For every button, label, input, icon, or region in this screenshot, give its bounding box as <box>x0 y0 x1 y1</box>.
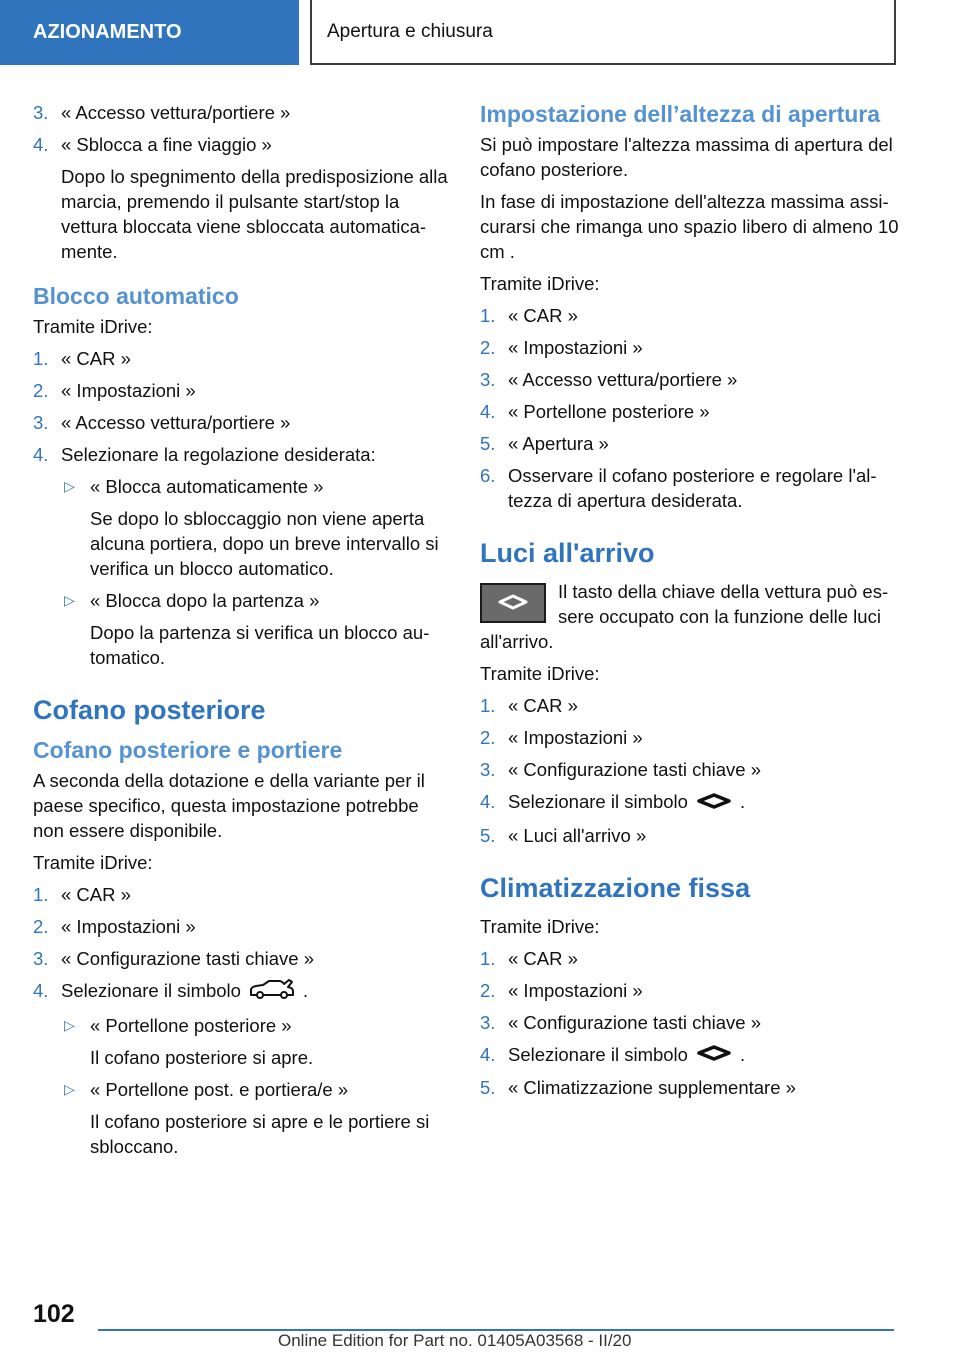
section-heading-altezza: Impostazione dell’altezza di apertura <box>480 101 881 127</box>
paragraph: A seconda della dotazione e della variante per il paese specifico, questa impostazione potrebbe non essere disponibile. <box>33 770 425 841</box>
section-heading-cofano: Cofano posteriore <box>33 695 266 725</box>
sub-note: Il cofano posteriore si apre. <box>90 1047 314 1069</box>
sub-item: ▷ « Portellone posteriore » <box>64 1015 292 1037</box>
section-heading-clima: Climatizzazione fissa <box>480 872 751 903</box>
diamond-key-icon <box>696 1043 732 1068</box>
list-item: 3. « Accesso vettura/portiere » <box>33 102 291 123</box>
list-item: 4. Selezionare la regolazione desiderata: <box>33 444 376 465</box>
car-trunk-icon <box>249 978 295 1006</box>
section-title: AZIONAMENTO <box>33 21 182 43</box>
list-item: 6. Osservare il cofano posteriore e regolare l'al-tezza di apertura desiderata. <box>480 465 877 511</box>
list-note: Dopo lo spegnimento della predisposizione alla marcia, premendo il pulsante start/stop la vettura bloccata viene sbloccata automatica-mente. <box>61 166 448 262</box>
list-item: 5. « Apertura » <box>480 433 609 454</box>
diamond-key-icon <box>498 591 528 616</box>
list-item: 1. « CAR » <box>480 305 578 326</box>
list-item: 3. « Accesso vettura/portiere » <box>480 369 738 390</box>
intro-text: Tramite iDrive: <box>480 915 600 937</box>
list-item: 1. « CAR » <box>480 947 578 969</box>
sub-item: ▷ « Portellone post. e portiera/e » <box>64 1079 349 1101</box>
section-heading-blocco: Blocco automatico <box>33 283 239 309</box>
intro-text: Tramite iDrive: <box>33 316 153 337</box>
list-item: 1. « CAR » <box>33 348 131 369</box>
paragraph: Si può impostare l'altezza massima di apertura del cofano posteriore. <box>480 134 893 180</box>
list-item: 5. « Climatizzazione supplementare » <box>480 1077 796 1099</box>
triangle-bullet-icon: ▷ <box>64 1017 75 1034</box>
chapter-title: Apertura e chiusura <box>327 20 493 42</box>
list-item: 2. « Impostazioni » <box>480 727 643 748</box>
intro-text: Tramite iDrive: <box>480 663 600 684</box>
sub-item: ▷ « Blocca dopo la partenza » <box>64 590 320 611</box>
list-item: 4. Selezionare il simbolo . <box>480 789 900 816</box>
list-item: 2. « Impostazioni » <box>480 337 643 358</box>
subsection-heading-cofano-portiere: Cofano posteriore e portiere <box>33 737 343 763</box>
section-heading-luci: Luci all'arrivo <box>480 538 655 568</box>
left-column <box>33 100 453 1166</box>
list-item: 1. « CAR » <box>480 695 578 716</box>
list-item: 4. Selezionare il simbolo . <box>33 978 453 1006</box>
list-item: 4. « Sblocca a fine viaggio » <box>33 134 272 155</box>
sub-note: Se dopo lo sbloccaggio non viene aperta alcuna portiera, dopo un breve intervallo si verifica un blocco automatico. <box>90 508 439 579</box>
paragraph: In fase di impostazione dell'altezza massima assi-curarsi che rimanga uno spazio libero di almeno 10 cm . <box>480 191 899 262</box>
list-item: 1. « CAR » <box>33 884 131 905</box>
intro-text: Tramite iDrive: <box>33 852 153 873</box>
triangle-bullet-icon: ▷ <box>64 478 75 494</box>
section-tab <box>0 0 299 65</box>
sub-note: Dopo la partenza si verifica un blocco au-tomatico. <box>90 622 430 668</box>
triangle-bullet-icon: ▷ <box>64 1081 75 1098</box>
sub-note: Il cofano posteriore si apre e le portiere si sbloccano. <box>90 1111 430 1158</box>
luci-paragraph: Il tasto della chiave della vettura può es-sere occupato con la funzione delle luci all'arrivo. <box>480 581 889 652</box>
list-item: 4. Selezionare il simbolo . <box>480 1042 900 1069</box>
list-item: 4. « Portellone posteriore » <box>480 401 710 422</box>
list-item: 2. « Impostazioni » <box>480 979 643 1001</box>
intro-text: Tramite iDrive: <box>480 273 600 294</box>
list-item: 3. « Accesso vettura/portiere » <box>33 412 291 433</box>
page-number: 102 <box>33 1300 75 1328</box>
list-item: 3. « Configurazione tasti chiave » <box>480 1011 761 1033</box>
list-item: 2. « Impostazioni » <box>33 916 196 937</box>
list-item: 3. « Configurazione tasti chiave » <box>480 759 761 780</box>
list-item: 2. « Impostazioni » <box>33 380 196 401</box>
list-item: 5. « Luci all'arrivo » <box>480 824 647 846</box>
right-column <box>480 100 900 1107</box>
list-item: 3. « Configurazione tasti chiave » <box>33 948 314 969</box>
diamond-key-icon <box>696 791 732 816</box>
footer-edition: Online Edition for Part no. 01405A03568 - II/20 <box>278 1331 632 1350</box>
key-button-image <box>480 583 546 623</box>
sub-item: ▷ « Blocca automaticamente » <box>64 476 324 497</box>
chapter-tab <box>310 0 896 65</box>
triangle-bullet-icon: ▷ <box>64 592 75 608</box>
